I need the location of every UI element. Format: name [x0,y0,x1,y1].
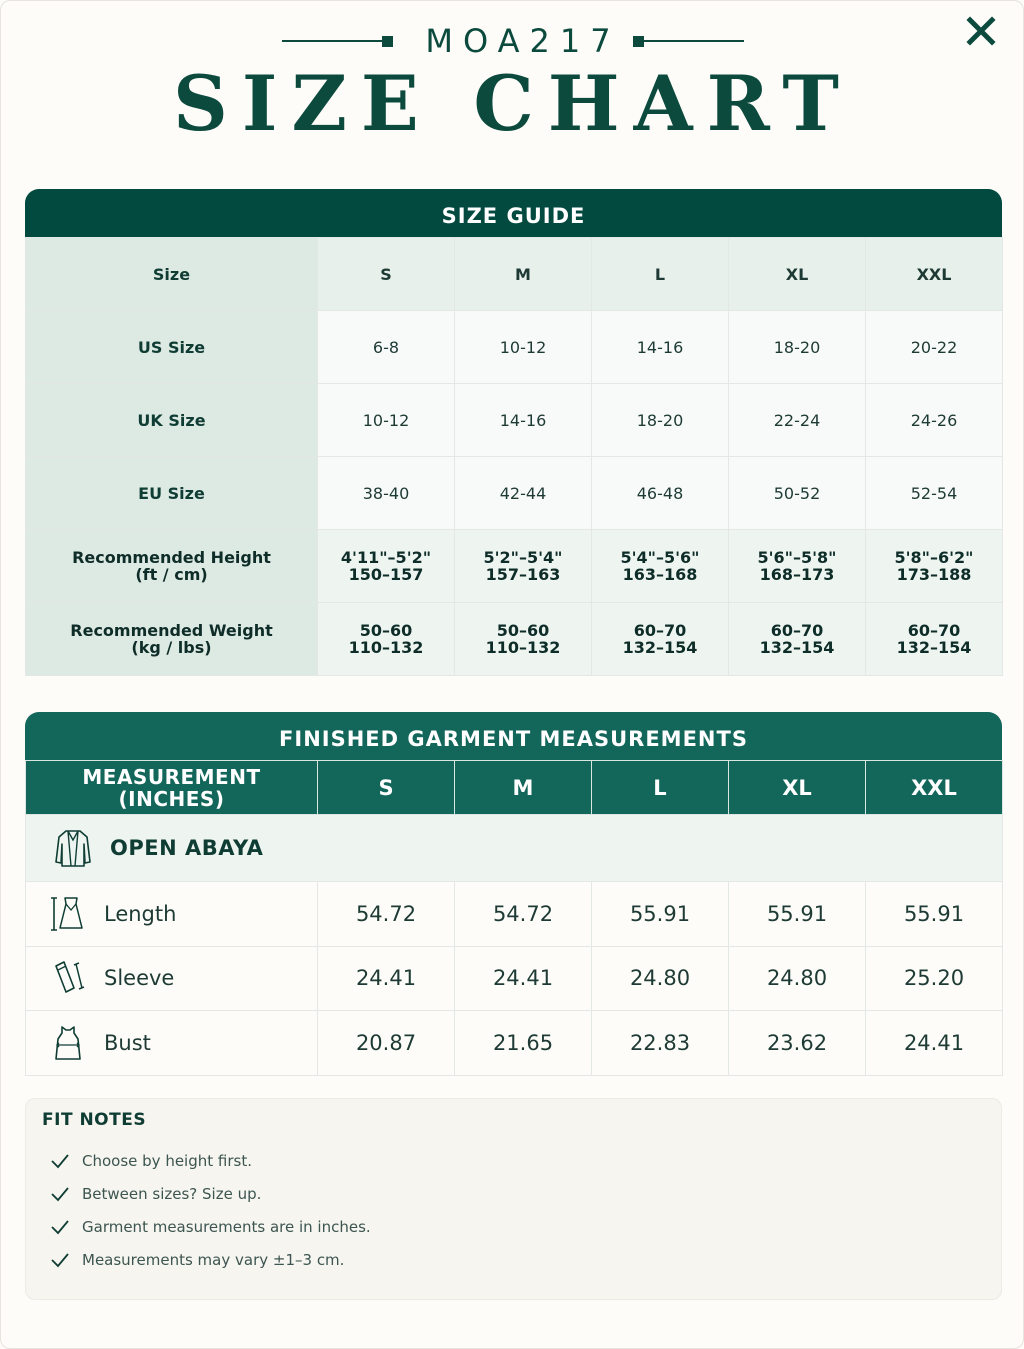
table-cell [455,530,592,603]
brand-name: MOA217 [425,22,621,60]
fit-notes [25,1098,1002,1300]
measurement-label [26,946,318,1011]
weight-kg: 50–60 [359,621,413,640]
measurements-table [25,760,1003,1076]
height-label [26,530,318,603]
weight-kg: 60–70 [907,621,961,640]
fit-note-text: Choose by height first. [82,1151,252,1170]
table-cell: 18-20 [592,384,729,457]
table-cell [318,603,455,676]
abaya-icon [54,828,92,868]
table-row [26,311,1003,384]
size-col-xl: XL [729,761,866,815]
measurements-title: FINISHED GARMENT MEASUREMENTS [25,712,1002,760]
table-cell [729,530,866,603]
table-cell: 22-24 [729,384,866,457]
list-item [42,1243,985,1276]
weight-row [26,603,1003,676]
table-cell: 14-16 [592,311,729,384]
length-icon [48,894,88,934]
table-cell: 38-40 [318,457,455,530]
table-cell: 24-26 [866,384,1003,457]
list-item [42,1144,985,1177]
weight-lbs: 132–154 [896,638,972,657]
size-col-m: M [455,238,592,311]
check-icon [50,1152,70,1170]
measurements-section [25,712,1002,1076]
height-label-text: Recommended Height [72,548,271,567]
table-cell: 42-44 [455,457,592,530]
group-row [26,815,1003,882]
table-cell [866,603,1003,676]
table-cell: 18-20 [729,311,866,384]
row-label: US Size [26,311,318,384]
measurement-label [26,882,318,947]
size-col-xxl: XXL [866,761,1003,815]
table-row [26,1011,1003,1076]
page-title: SIZE CHART [173,59,853,148]
table-row [26,882,1003,947]
fit-note-text: Between sizes? Size up. [82,1184,262,1203]
height-row [26,530,1003,603]
brand-divider-right [644,40,744,42]
group-label: OPEN ABAYA [110,836,264,860]
table-cell: 54.72 [455,882,592,947]
size-col-xxl: XXL [866,238,1003,311]
size-col-s: S [318,761,455,815]
size-header-label: Size [26,238,318,311]
measurements-header-row [26,761,1003,815]
size-guide-header-row [26,238,1003,311]
table-cell: 10-12 [455,311,592,384]
table-cell: 20-22 [866,311,1003,384]
measurement-header [26,761,318,815]
size-col-s: S [318,238,455,311]
height-cm: 168–173 [759,565,835,584]
table-row [26,946,1003,1011]
table-cell: 24.80 [592,946,729,1011]
list-item [42,1177,985,1210]
weight-label-text: Recommended Weight [70,621,273,640]
measurement-header-line2: (INCHES) [118,786,225,811]
height-cm: 163–168 [622,565,698,584]
weight-kg: 60–70 [633,621,687,640]
size-col-l: L [592,761,729,815]
fit-notes-title: FIT NOTES [42,1110,147,1130]
fit-note-text: Garment measurements are in inches. [82,1217,371,1236]
sleeve-icon [48,958,88,998]
table-cell: 20.87 [318,1011,455,1076]
table-cell: 24.41 [866,1011,1003,1076]
brand-row [1,21,1024,61]
table-cell: 25.20 [866,946,1003,1011]
weight-lbs: 110–132 [348,638,424,657]
brand-ornament-right [633,36,644,47]
measurement-label-text: Length [104,901,177,926]
table-cell: 55.91 [592,882,729,947]
table-cell: 21.65 [455,1011,592,1076]
height-cm: 157–163 [485,565,561,584]
table-cell [592,603,729,676]
size-col-xl: XL [729,238,866,311]
weight-lbs: 110–132 [485,638,561,657]
table-cell [729,603,866,676]
table-cell: 22.83 [592,1011,729,1076]
fit-note-text: Measurements may vary ±1–3 cm. [82,1250,345,1269]
height-cm: 173–188 [896,565,972,584]
table-cell: 14-16 [455,384,592,457]
height-ft: 5'4"–5'6" [620,548,700,567]
height-unit-text: (ft / cm) [135,565,208,584]
table-cell: 6-8 [318,311,455,384]
height-ft: 5'2"–5'4" [483,548,563,567]
table-cell: 55.91 [729,882,866,947]
table-cell: 55.91 [866,882,1003,947]
table-cell [318,530,455,603]
brand-ornament-left [382,36,393,47]
table-row [26,457,1003,530]
group-cell [26,815,1003,882]
measurement-label [26,1011,318,1076]
table-row [26,384,1003,457]
table-cell: 23.62 [729,1011,866,1076]
weight-lbs: 132–154 [622,638,698,657]
height-ft: 4'11"–5'2" [340,548,432,567]
size-guide-table [25,237,1003,676]
measurement-label-text: Sleeve [104,966,175,991]
size-guide-section [25,189,1002,676]
table-cell [592,530,729,603]
weight-unit-text: (kg / lbs) [131,638,212,657]
size-col-l: L [592,238,729,311]
table-cell [866,530,1003,603]
weight-kg: 60–70 [770,621,824,640]
brand-divider-left [282,40,382,42]
table-cell: 54.72 [318,882,455,947]
measurement-header-line1: MEASUREMENT [82,764,261,789]
height-ft: 5'8"–6'2" [894,548,974,567]
measurement-label-text: Bust [104,1030,151,1055]
weight-lbs: 132–154 [759,638,835,657]
bust-icon [48,1023,88,1063]
row-label: EU Size [26,457,318,530]
list-item [42,1210,985,1243]
check-icon [50,1218,70,1236]
table-cell: 24.41 [455,946,592,1011]
table-cell: 52-54 [866,457,1003,530]
weight-kg: 50–60 [496,621,550,640]
height-cm: 150–157 [348,565,424,584]
size-guide-title: SIZE GUIDE [25,189,1002,237]
check-icon [50,1251,70,1269]
height-ft: 5'6"–5'8" [757,548,837,567]
table-cell: 24.41 [318,946,455,1011]
table-cell [455,603,592,676]
table-cell: 50-52 [729,457,866,530]
check-icon [50,1185,70,1203]
table-cell: 24.80 [729,946,866,1011]
size-col-m: M [455,761,592,815]
weight-label [26,603,318,676]
table-cell: 46-48 [592,457,729,530]
table-cell: 10-12 [318,384,455,457]
row-label: UK Size [26,384,318,457]
